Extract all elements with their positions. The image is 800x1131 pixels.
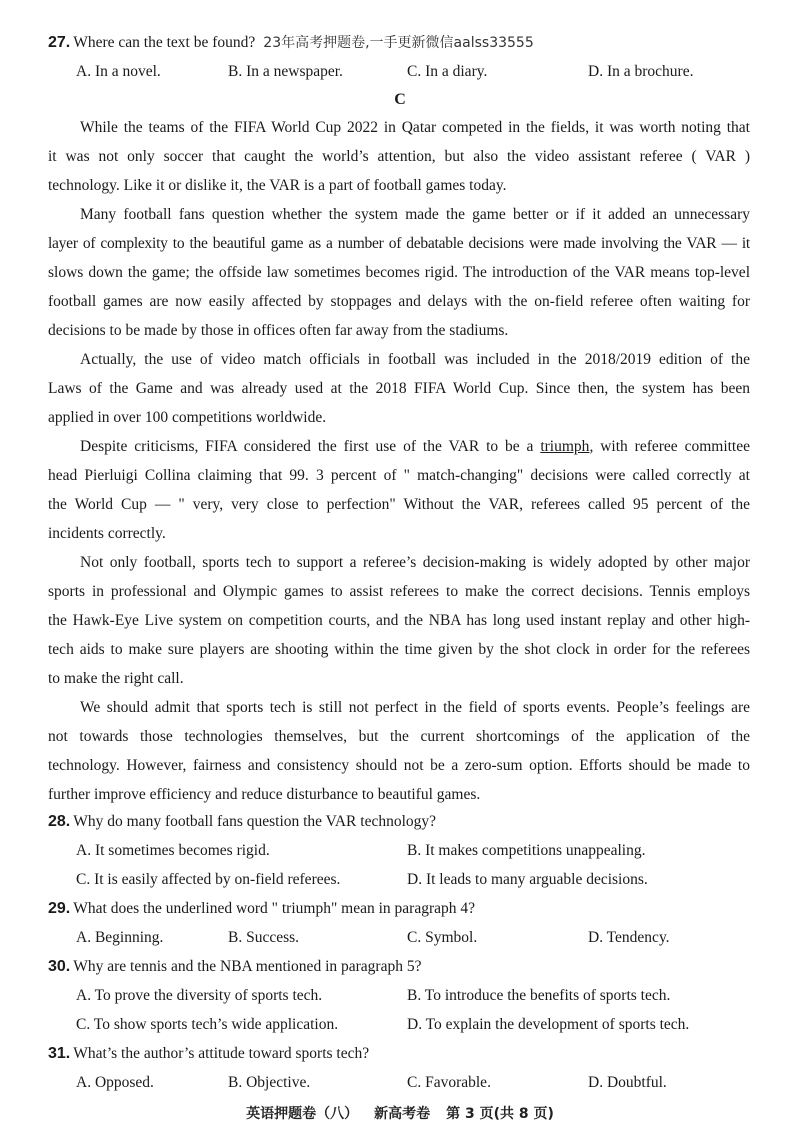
- q30-option-c[interactable]: C. To show sports tech’s wide application.: [76, 1016, 339, 1033]
- question-number: 28.: [48, 813, 71, 830]
- q31-option-a[interactable]: A. Opposed.: [76, 1074, 154, 1091]
- q27-option-a[interactable]: A. In a novel.: [76, 63, 161, 80]
- question-30: [48, 957, 750, 977]
- question-29: [48, 899, 750, 919]
- question-number: 29.: [48, 900, 71, 917]
- question-text: Why are tennis and the NBA mentioned in paragraph 5?: [73, 958, 422, 975]
- passage-line: sports in professional and Olympic games to assist referees to make the correct decisions. Tennis employs: [48, 583, 750, 600]
- q30-option-b[interactable]: B. To introduce the benefits of sports tech.: [407, 987, 671, 1004]
- q31-option-d[interactable]: D. Doubtful.: [588, 1074, 667, 1091]
- passage-line: the World Cup — " very, very close to perfection" Without the VAR, referees called 95 percent of the: [48, 496, 750, 513]
- question-text: What’s the author’s attitude toward sports tech?: [73, 1045, 370, 1062]
- page-number: 第 3 页(共 8 页): [446, 1106, 554, 1122]
- q31-option-c[interactable]: C. Favorable.: [407, 1074, 491, 1091]
- watermark-text: 23年高考押题卷,一手更新微信aalss33555: [263, 35, 534, 51]
- passage-line: technology. Like it or dislike it, the VAR is a part of football games today.: [48, 177, 507, 194]
- q28-option-d[interactable]: D. It leads to many arguable decisions.: [407, 871, 648, 888]
- passage-line: Many football fans question whether the system made the game better or if it added an unnecessary: [80, 206, 750, 223]
- passage-line: layer of complexity to the beautiful game as a number of debatable decisions were made involving the VAR — it: [48, 235, 750, 252]
- passage-line: further improve efficiency and reduce disturbance to beautiful games.: [48, 786, 481, 803]
- question-number: 31.: [48, 1045, 71, 1062]
- passage-line: not towards those technologies themselves, but the current shortcomings of the application of the: [48, 728, 750, 745]
- passage-line: decisions to be made by those in offices often far away from the stadiums.: [48, 322, 509, 339]
- passage-line: Not only football, sports tech to support a referee’s decision-making is widely adopted by other major: [80, 554, 750, 571]
- passage-line: football games are now easily affected by stoppages and delays with the on-field referee often waiting for: [48, 293, 750, 310]
- question-27: [48, 33, 750, 53]
- passage-line: applied in over 100 competitions worldwide.: [48, 409, 327, 426]
- q28-option-a[interactable]: A. It sometimes becomes rigid.: [76, 842, 270, 859]
- q30-option-a[interactable]: A. To prove the diversity of sports tech.: [76, 987, 323, 1004]
- passage-line: We should admit that sports tech is still not perfect in the field of sports events. People’s feelings are: [80, 699, 750, 716]
- question-31: [48, 1044, 750, 1064]
- q29-option-b[interactable]: B. Success.: [228, 929, 300, 946]
- exam-type: 新高考卷: [374, 1106, 431, 1122]
- passage-line: to make the right call.: [48, 670, 184, 687]
- passage-line: Laws of the Game and was already used at the 2018 FIFA World Cup. Since then, the system has been: [48, 380, 750, 397]
- passage-text: Despite criticisms, FIFA considered the first use of the VAR to be a: [80, 438, 541, 455]
- question-number: 27.: [48, 34, 71, 51]
- passage-line: [80, 437, 750, 457]
- q30-option-d[interactable]: D. To explain the development of sports tech.: [407, 1016, 690, 1033]
- q27-option-c[interactable]: C. In a diary.: [407, 63, 488, 80]
- page-footer: [0, 1103, 800, 1123]
- question-28: [48, 812, 750, 832]
- q27-option-b[interactable]: B. In a newspaper.: [228, 63, 343, 80]
- passage-line: Actually, the use of video match officials in football was included in the 2018/2019 edition of the: [80, 351, 750, 368]
- q28-option-c[interactable]: C. It is easily affected by on-field referees.: [76, 871, 341, 888]
- passage-line: head Pierluigi Collina claiming that 99. 3 percent of " match-changing" decisions were called correctly at: [48, 467, 750, 484]
- passage-line: slows down the game; the offside law sometimes becomes rigid. The introduction of the VAR means top-level: [48, 264, 750, 281]
- q29-option-d[interactable]: D. Tendency.: [588, 929, 670, 946]
- question-text: What does the underlined word " triumph" mean in paragraph 4?: [73, 900, 476, 917]
- passage-text: , with referee committee: [589, 438, 750, 455]
- question-text: Why do many football fans question the VAR technology?: [73, 813, 437, 830]
- passage-line: the Hawk-Eye Live system on competition courts, and the NBA has long used instant replay and other high-: [48, 612, 750, 629]
- passage-line: incidents correctly.: [48, 525, 166, 542]
- q29-option-a[interactable]: A. Beginning.: [76, 929, 164, 946]
- q27-option-d[interactable]: D. In a brochure.: [588, 63, 694, 80]
- passage-line: technology. However, fairness and consistency should not be a zero-sum option. Efforts should be made to: [48, 757, 750, 774]
- question-text: Where can the text be found?: [73, 34, 256, 51]
- passage-line: While the teams of the FIFA World Cup 2022 in Qatar competed in the fields, it was worth noting that: [80, 119, 750, 136]
- question-number: 30.: [48, 958, 71, 975]
- exam-title: 英语押题卷（八）: [246, 1106, 359, 1122]
- passage-line: it was not only soccer that caught the world’s attention, but also the video assistant referee ( VAR ): [48, 148, 750, 165]
- underlined-word: triumph: [540, 438, 590, 455]
- q29-option-c[interactable]: C. Symbol.: [407, 929, 478, 946]
- passage-line: tech aids to make sure players are shooting within the time given by the shot clock in order for the referees: [48, 641, 750, 658]
- q28-option-b[interactable]: B. It makes competitions unappealing.: [407, 842, 646, 859]
- q31-option-b[interactable]: B. Objective.: [228, 1074, 311, 1091]
- section-heading: C: [394, 91, 406, 108]
